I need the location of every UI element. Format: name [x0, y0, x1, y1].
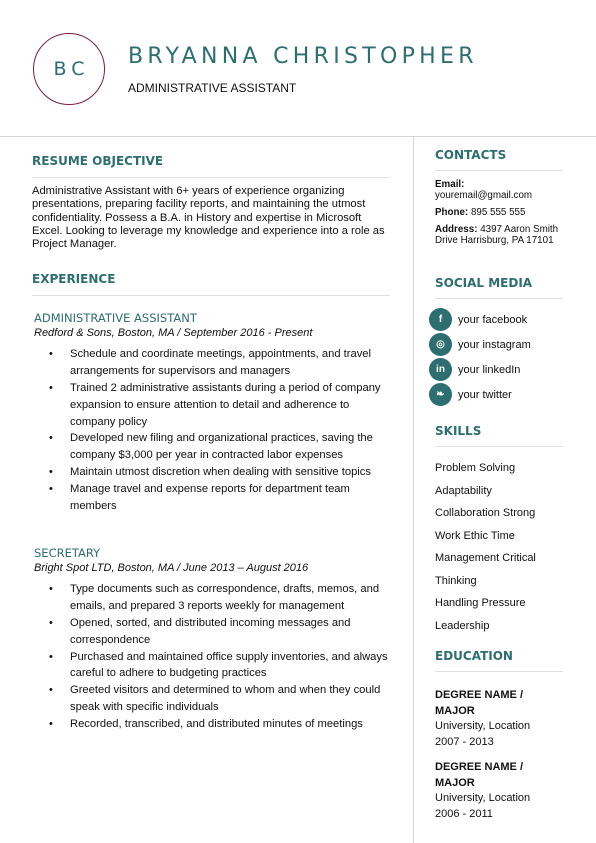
job-entry — [32, 546, 390, 732]
job-meta: Redford & Sons, Boston, MA / September 2016 - Present — [34, 327, 313, 340]
main-column — [32, 154, 390, 733]
monogram-initials: BC — [53, 58, 90, 80]
job-bullets — [32, 581, 390, 732]
candidate-title: ADMINISTRATIVE ASSISTANT — [128, 81, 297, 95]
skill-item: Management Critical — [435, 552, 536, 564]
skill-item: Work Ethic Time — [435, 529, 515, 542]
contact-phone — [435, 207, 563, 218]
contact-address — [435, 224, 563, 246]
email-value[interactable]: youremail@gmail.com — [435, 190, 533, 201]
education-heading: EDUCATION — [435, 649, 563, 672]
job-title: SECRETARY — [34, 546, 101, 561]
list-item: • Type documents such as correspondence, drafts, memos, and emails, and prepared 3 reports weekly for management — [32, 581, 390, 615]
objective-text: Administrative Assistant with 6+ years of experience organizing presentations, preparing facility reports, and maintaining the utmost confidentiality. Possess a B.A. in History and expertise in Microsoft Excel. Looking to leverage my knowledge and experience into a role as Project Manager. — [32, 185, 385, 251]
education-entry — [435, 760, 563, 822]
experience-heading: EXPERIENCE — [32, 272, 390, 296]
social-linkedin[interactable] — [429, 357, 563, 382]
school-name: University, Location — [435, 720, 531, 732]
twitter-icon: ❧ — [429, 383, 452, 406]
list-item: • Developed new filing and organizational practices, saving the company $3,000 per year in contracted labor expenses — [32, 430, 390, 464]
address-value: 4397 Aaron Smith Drive Harrisburg, PA 17101 — [435, 224, 559, 246]
candidate-name: BRYANNA CHRISTOPHER — [128, 44, 478, 69]
social-heading: SOCIAL MEDIA — [435, 276, 563, 299]
social-instagram[interactable] — [429, 332, 563, 357]
social-label: your instagram — [458, 338, 531, 351]
skill-item: Adaptability — [435, 484, 492, 497]
resume-header — [0, 0, 596, 137]
social-facebook[interactable] — [429, 307, 563, 332]
job-title: ADMINISTRATIVE ASSISTANT — [34, 311, 197, 326]
social-twitter[interactable] — [429, 382, 563, 407]
address-label: Address: — [435, 224, 478, 235]
social-label: your facebook — [458, 313, 528, 326]
list-item: • Greeted visitors and determined to whom and when they could speak with specific individuals — [32, 682, 390, 716]
degree-name: DEGREE NAME / MAJOR — [435, 761, 524, 789]
facebook-icon: f — [429, 308, 452, 331]
school-name: University, Location — [435, 792, 531, 804]
job-bullets — [32, 346, 390, 514]
contacts-heading: CONTACTS — [435, 148, 563, 171]
list-item: • Schedule and coordinate meetings, appointments, and travel arrangements for supervisors and managers — [32, 346, 390, 380]
phone-value: 895 555 555 — [470, 207, 526, 218]
instagram-icon: ◎ — [429, 333, 452, 356]
skill-item: Thinking — [435, 574, 477, 587]
education-entry — [435, 688, 563, 750]
sidebar-column — [435, 148, 563, 832]
list-item: • Recorded, transcribed, and distributed minutes of meetings — [32, 716, 390, 733]
contact-email — [435, 179, 563, 201]
job-meta: Bright Spot LTD, Boston, MA / June 2013 – August 2016 — [34, 562, 309, 575]
skill-item: Handling Pressure — [435, 597, 526, 609]
list-item: • Trained 2 administrative assistants during a period of company expansion to ensure attention to detail and adherence to company policy — [32, 380, 390, 430]
skill-item: Collaboration Strong — [435, 507, 536, 519]
list-item: • Manage travel and expense reports for department team members — [32, 481, 390, 515]
social-label: your twitter — [458, 388, 512, 401]
skills-heading: SKILLS — [435, 424, 563, 447]
job-entry — [32, 311, 390, 514]
linkedin-icon: in — [429, 358, 452, 381]
phone-label: Phone: — [435, 207, 469, 218]
skill-item: Problem Solving — [435, 462, 516, 474]
email-label: Email: — [435, 179, 465, 190]
monogram-circle — [33, 33, 105, 105]
column-divider — [413, 137, 414, 843]
list-item: • Opened, sorted, and distributed incoming messages and correspondence — [32, 615, 390, 649]
skill-item: Leadership — [435, 619, 490, 632]
degree-name: DEGREE NAME / MAJOR — [435, 689, 524, 717]
school-years: 2007 - 2013 — [435, 735, 494, 748]
social-label: your linkedIn — [458, 363, 521, 376]
objective-heading: RESUME OBJECTIVE — [32, 154, 390, 178]
list-item: • Maintain utmost discretion when dealing with sensitive topics — [32, 464, 390, 481]
list-item: • Purchased and maintained office supply inventories, and always careful to adhere to budgeting practices — [32, 649, 390, 683]
school-years: 2006 - 2011 — [435, 807, 493, 820]
